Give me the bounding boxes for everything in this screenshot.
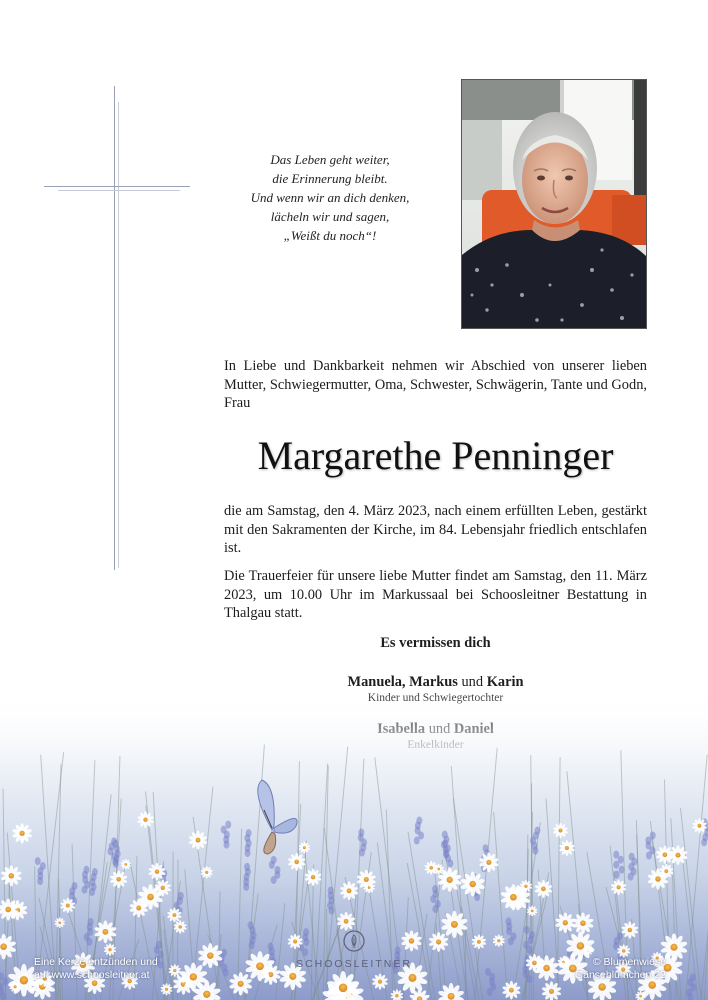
logo-emblem-icon [343, 930, 365, 952]
quote-line: lächeln wir und sagen, [270, 209, 390, 224]
mourner-name: Karin [486, 674, 524, 690]
deceased-name: Margarethe Penninger [257, 433, 614, 478]
quote-line: die Erinnerung bleibt. [272, 171, 388, 186]
conjunction: und [461, 674, 484, 690]
mourner-names [224, 673, 647, 691]
footer-right-line: Gänseblümchen 22 [574, 969, 666, 981]
quote-line: „Weißt du noch“! [283, 228, 377, 243]
schoosleitner-logo [274, 930, 434, 970]
intro-text: In Liebe und Dankbarkeit nehmen wir Abschied von unserer lieben Mutter, Schwiegermutter, Oma, Schwester, Schwägerin, Tante und Godn, Frau [224, 358, 647, 411]
funeral-text: Die Trauerfeier für unsere liebe Mutter findet am Samstag, den 11. März 2023, um 10.00 Uhr im Markussaal bei Schoosleitner Bestattung in Thalgau statt. [224, 568, 647, 621]
quote-line: Und wenn wir an dich denken, [250, 190, 410, 205]
memorial-quote [230, 150, 430, 245]
mourner-name: Manuela, Markus [347, 674, 458, 690]
missed-heading: Es vermissen dich [380, 635, 491, 651]
footer-candle-link[interactable] [34, 956, 158, 982]
footer-left-line: Eine Kerze entzünden und [34, 956, 158, 968]
footer-right-line: © Blumenwiese [592, 956, 666, 968]
footer-left-line: auf www.schoosleitner.at [34, 969, 150, 981]
portrait-photo [461, 79, 647, 329]
quote-line: Das Leben geht weiter, [270, 152, 390, 167]
logo-wordmark: SCHOOSLEITNER [296, 958, 412, 970]
death-notice-text: die am Samstag, den 4. März 2023, nach einem erfüllten Leben, gestärkt mit den Sakramenten der Kirche, im 84. Lebensjahr friedlich entschlafen ist. [224, 503, 647, 556]
footer-image-credit [575, 956, 666, 982]
